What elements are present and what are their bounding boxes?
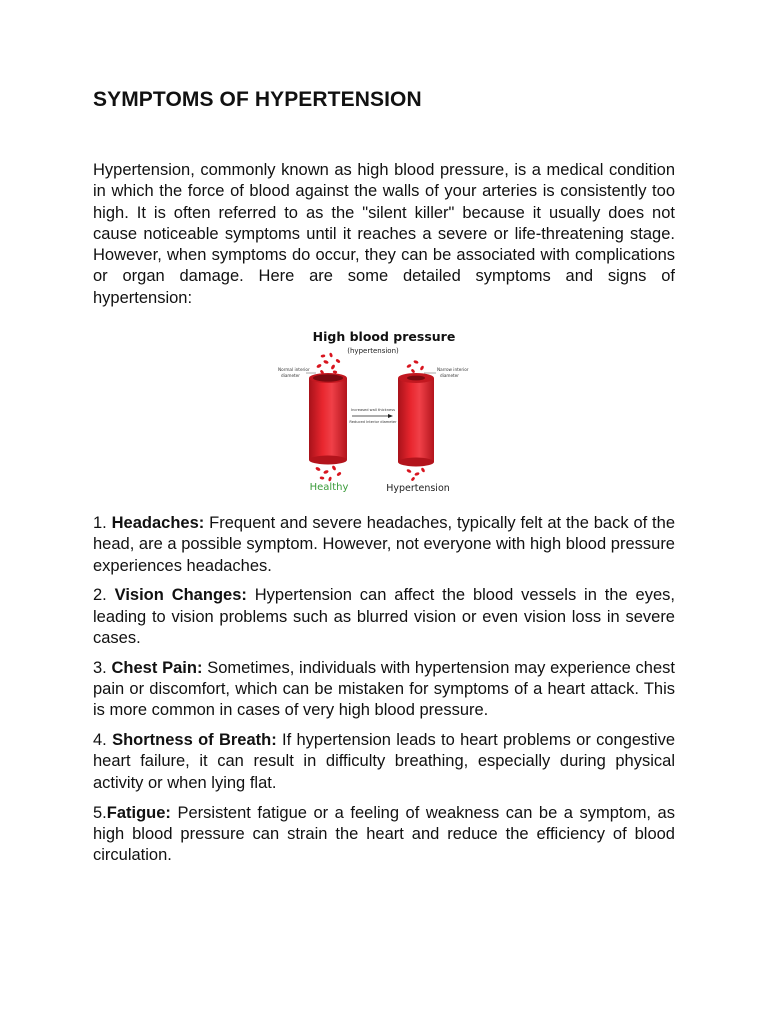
hypertension-illustration xyxy=(272,322,496,498)
symptom-item xyxy=(93,585,675,649)
narrow-diameter-note-line1: Narrow interior xyxy=(437,367,469,372)
label-healthy: Healthy xyxy=(309,482,349,493)
symptom-number: 3. xyxy=(93,658,107,677)
label-hypertension: Hypertension xyxy=(386,483,450,494)
intro-paragraph: Hypertension, commonly known as high blood pressure, is a medical condition in which the force of blood against the walls of your arteries is consistently too high. It is often referred to as the "silent killer" because it usually does not cause noticeable symptoms until it reaches a severe or life-threatening stage. However, when symptoms do occur, they can be associated with complications or organ damage. Here are some detailed symptoms and signs of hypertension: xyxy=(93,161,675,307)
symptom-name: Chest Pain: xyxy=(111,658,203,677)
figure-title: High blood pressure xyxy=(312,329,456,344)
arrow-note-top: Increased wall thickness xyxy=(351,408,395,412)
narrow-diameter-note-line2: diameter xyxy=(440,373,459,378)
normal-diameter-note-line1: Normal interior xyxy=(278,367,310,372)
symptom-number: 4. xyxy=(93,731,107,750)
symptom-description: Frequent and severe headaches, typically felt at the back of the head, are a possible symptom. However, not everyone with high blood pressure experiences headaches. xyxy=(93,514,675,575)
symptom-description: Persistent fatigue or a feeling of weakness can be a symptom, as high blood pressure can strain the heart and reduce the efficiency of blood circulation. xyxy=(93,803,675,865)
figure-subtitle: (hypertension) xyxy=(347,347,399,355)
symptom-description: Hypertension can affect the blood vessels in the eyes, leading to vision problems such as blurred vision or even vision loss in severe cases. xyxy=(93,586,675,647)
blood-cells-healthy-bottom xyxy=(315,465,342,482)
blood-cells-healthy-top xyxy=(316,352,341,374)
symptom-list xyxy=(93,513,675,875)
blood-cells-hypertension-bottom xyxy=(406,467,425,482)
symptom-item xyxy=(93,730,675,794)
symptom-name: Shortness of Breath: xyxy=(112,731,277,750)
hypertension-vessel xyxy=(398,373,434,467)
symptom-description: Sometimes, individuals with hypertension may experience chest pain or discomfort, which can be mistaken for symptoms of a heart attack. This is more common in cases of very high blood pressure. xyxy=(93,658,675,720)
symptom-name: Headaches: xyxy=(111,514,205,532)
symptom-name: Fatigue: xyxy=(106,803,171,822)
symptom-item xyxy=(93,803,675,867)
symptom-description: If hypertension leads to heart problems or congestive heart failure, it can result in difficulty breathing, especially during physical activity or when lying flat. xyxy=(93,731,676,792)
arrow-note-bottom: Reduced lnterior diameter xyxy=(349,420,397,424)
symptom-name: Vision Changes: xyxy=(114,586,247,605)
symptom-number: 5. xyxy=(93,803,107,822)
page-title: SYMPTOMS OF HYPERTENSION xyxy=(93,88,422,111)
normal-diameter-note-line2: diameter xyxy=(281,373,300,378)
blood-cells-hypertension-top xyxy=(406,360,424,374)
symptom-item xyxy=(93,658,675,722)
symptom-number: 2. xyxy=(93,586,107,605)
symptom-number: 1. xyxy=(93,514,107,532)
symptom-item xyxy=(93,513,675,577)
healthy-vessel xyxy=(309,373,347,465)
